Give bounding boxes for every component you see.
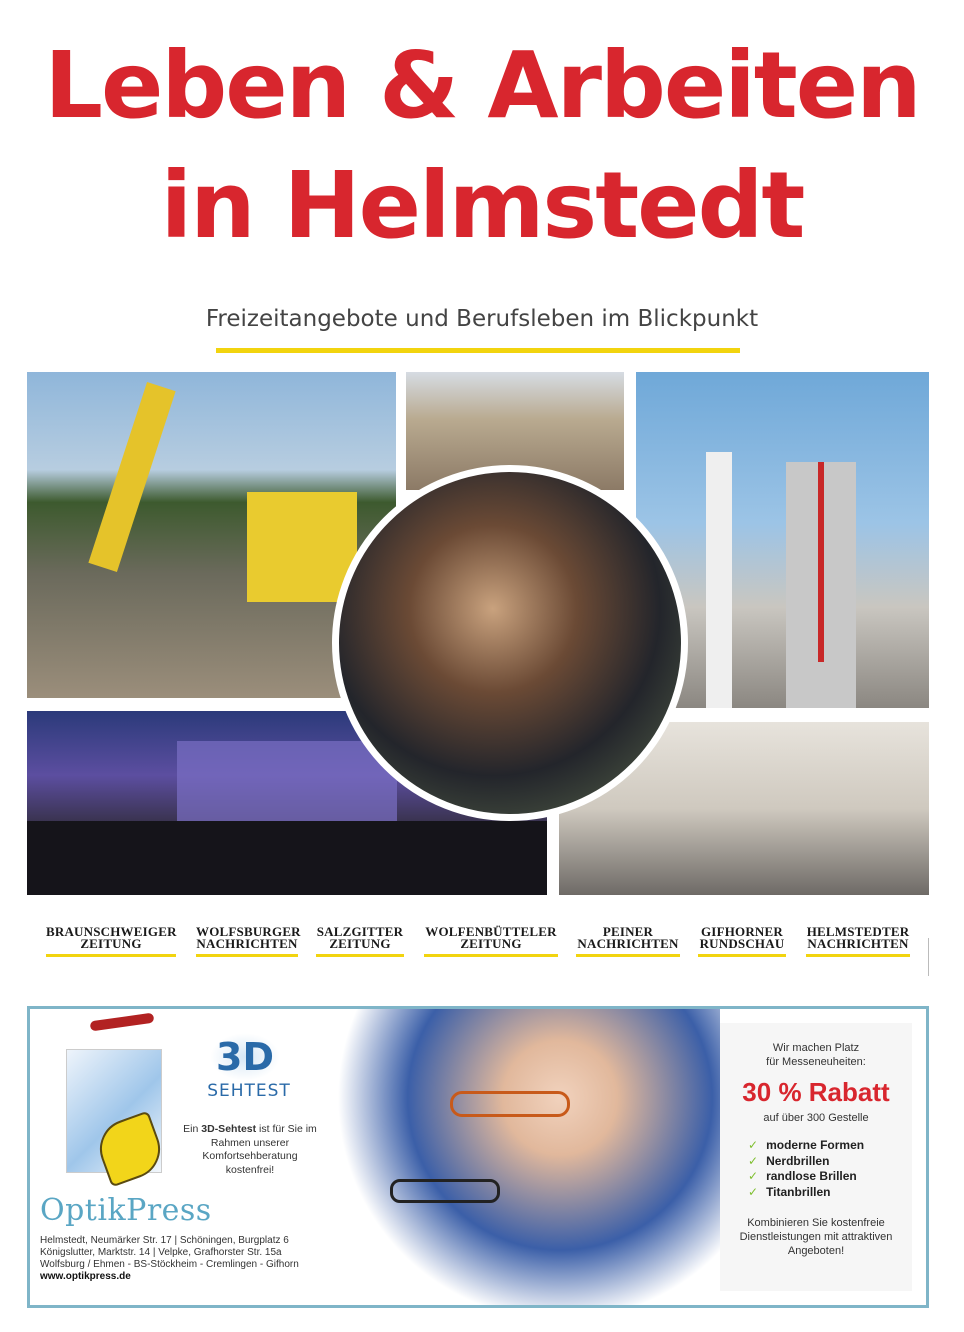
- sehtest-description: Ein 3D-Sehtest ist für Sie im Rahmen unserer Komfortsehberatung kostenfrei!: [183, 1123, 317, 1176]
- photo-couple-with-glasses: [320, 1009, 720, 1305]
- concert-crowd: [27, 821, 547, 895]
- newspaper-underline: [424, 954, 558, 957]
- newspaper-braunschweiger: BRAUNSCHWEIGER ZEITUNG: [46, 926, 176, 957]
- store-addresses: [40, 1235, 330, 1283]
- list-item: ✓ randlose Brillen: [748, 1169, 857, 1183]
- newspaper-underline: [46, 954, 176, 957]
- newspaper-list: [0, 926, 964, 966]
- glasses-icon: [390, 1179, 500, 1203]
- check-icon: ✓: [748, 1138, 759, 1152]
- list-item: ✓ Nerdbrillen: [748, 1153, 830, 1168]
- glasses-icon: [450, 1091, 570, 1117]
- newspaper-underline: [806, 954, 910, 957]
- page-title-line-2: in Helmstedt: [160, 152, 804, 259]
- photo-florist-trainee: [332, 465, 688, 821]
- newspaper-wolfenbuetteler: WOLFENBÜTTELER ZEITUNG: [424, 926, 558, 957]
- discount-note: auf über 300 Gestelle: [763, 1112, 869, 1124]
- optikpress-advertisement: [27, 1006, 929, 1308]
- list-item: ✓ Titanbrillen: [748, 1184, 831, 1199]
- website-link[interactable]: www.optikpress.de: [40, 1271, 131, 1282]
- page-subtitle: Freizeitangebote und Berufsleben im Blickpunkt: [205, 306, 759, 332]
- check-icon: ✓: [748, 1184, 759, 1199]
- subtitle-underline: [216, 348, 740, 353]
- list-item: ✓ moderne Formen: [748, 1138, 865, 1152]
- newspaper-wolfsburger: WOLFSBURGER NACHRICHTEN: [196, 926, 298, 957]
- newspaper-peiner: PEINER NACHRICHTEN: [576, 926, 680, 957]
- newspaper-underline: [316, 954, 404, 957]
- check-icon: ✓: [748, 1169, 759, 1183]
- newspaper-salzgitter: SALZGITTER ZEITUNG: [316, 926, 404, 957]
- product-box-handle: [90, 1013, 155, 1032]
- newspaper-gifhorner: GIFHORNER RUNDSCHAU: [698, 926, 786, 957]
- newspaper-strip-end-line: [928, 938, 929, 976]
- power-plant-stripe: [818, 462, 824, 662]
- newspaper-underline: [576, 954, 680, 957]
- newspaper-underline: [196, 954, 298, 957]
- 3d-logo: 3D: [210, 1033, 280, 1081]
- power-plant-chimney: [706, 452, 732, 708]
- page-title-line-1: Leben & Arbeiten: [44, 32, 920, 139]
- address-line: Helmstedt, Neumärker Str. 17 | Schöningen, Burgplatz 6: [40, 1235, 289, 1246]
- feature-list: [748, 1138, 912, 1200]
- optikpress-logo: OptikPress: [40, 1193, 212, 1228]
- offer-footer: Kombinieren Sie kostenfreie Dienstleistungen mit attraktiven Angeboten!: [739, 1217, 893, 1257]
- offer-lead: Wir machen Platz für Messeneuheiten:: [766, 1042, 866, 1068]
- excavator-arm: [88, 382, 175, 572]
- sehtest-logo: SEHTEST: [207, 1081, 291, 1101]
- concert-stage: [177, 741, 397, 831]
- discount-headline: 30 % Rabatt: [742, 1077, 890, 1107]
- offer-panel: [720, 1023, 912, 1291]
- newspaper-helmstedter: HELMSTEDTER NACHRICHTEN: [806, 926, 910, 957]
- address-line: Wolfsburg / Ehmen - BS-Stöckheim - Cremlingen - Gifhorn: [40, 1259, 299, 1270]
- address-line: Königslutter, Marktstr. 14 | Velpke, Grafhorster Str. 15a: [40, 1247, 282, 1258]
- check-icon: ✓: [748, 1153, 759, 1168]
- newspaper-underline: [698, 954, 786, 957]
